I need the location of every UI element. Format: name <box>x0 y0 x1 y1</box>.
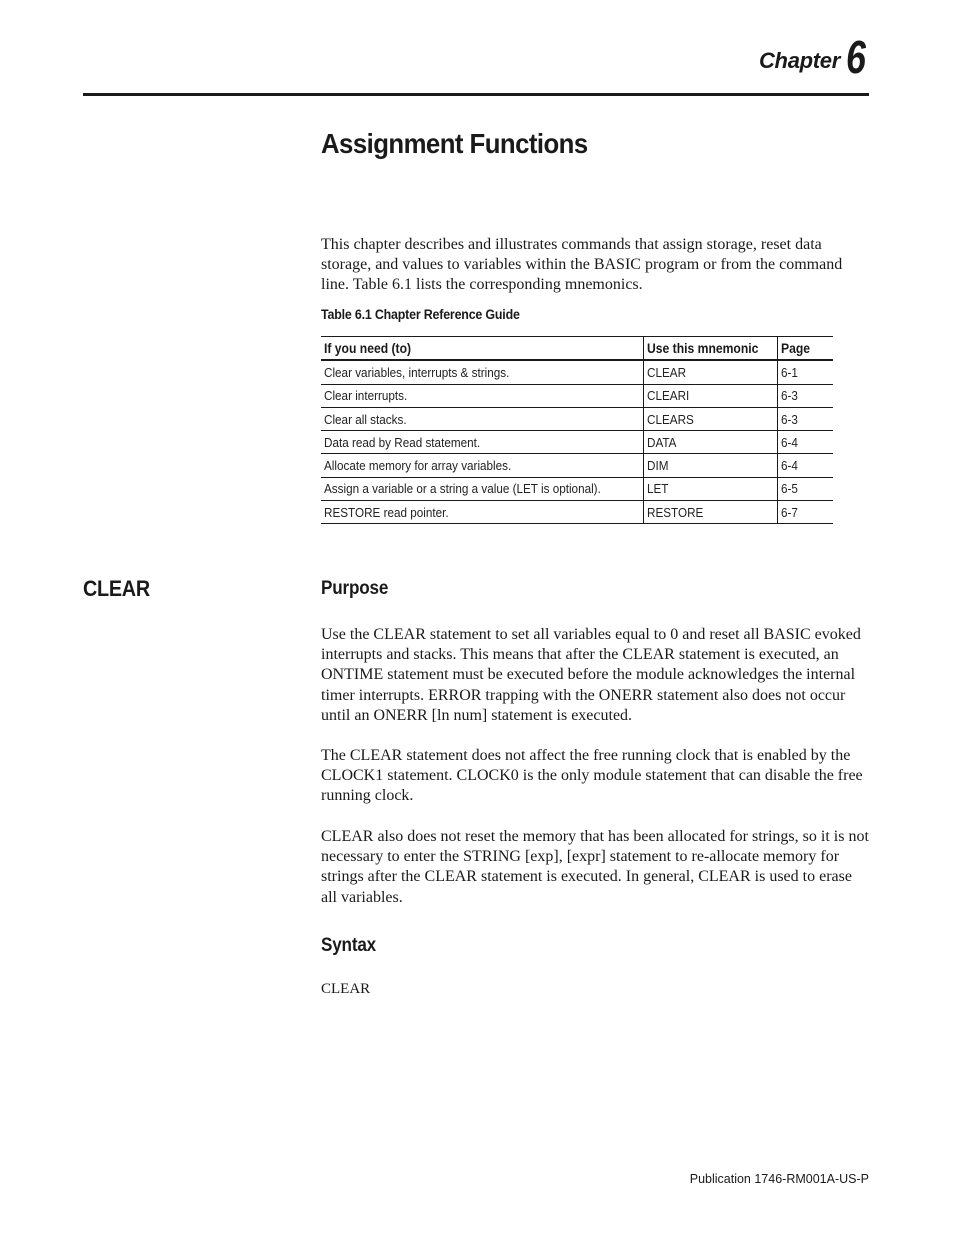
table-caption: Table 6.1 Chapter Reference Guide <box>321 307 520 322</box>
table-row <box>321 407 833 430</box>
table-row <box>321 477 833 500</box>
cell-page: 6-4 <box>778 454 833 477</box>
cell-page: 6-3 <box>778 384 833 407</box>
table-header-row <box>321 337 833 361</box>
table-row <box>321 501 833 524</box>
syntax-code: CLEAR <box>321 981 371 997</box>
purpose-paragraph-3: CLEAR also does not reset the memory that has been allocated for strings, so it is not necessary to enter the STRING [exp], [expr] statement to re-allocate memory for strings after the CLEAR statement is executed. In general, CLEAR is used to erase all variables. <box>321 828 869 906</box>
cell-mnemonic: LET <box>644 477 778 500</box>
syntax-heading: Syntax <box>321 935 376 956</box>
table-row <box>321 384 833 407</box>
cell-page: 6-7 <box>778 501 833 524</box>
chapter-label: Chapter <box>758 48 840 73</box>
chapter-number: 6 <box>846 31 866 83</box>
purpose-paragraph-1: Use the CLEAR statement to set all variables equal to 0 and reset all BASIC evoked interrupts and stacks. This means that after the CLEAR statement is executed, an ONTIME statement must be executed before the module acknowledges the internal timer interrupts. ERROR trapping with the ONERR statement also does not occur until an ONERR [ln num] statement is executed. <box>321 626 861 724</box>
intro-paragraph: This chapter describes and illustrates commands that assign storage, reset data storage, and values to variables within the BASIC program or from the command line. Table 6.1 lists the corresponding mnemonics. <box>321 236 843 294</box>
table-row <box>321 360 833 384</box>
cell-page: 6-4 <box>778 431 833 454</box>
cell-need: Clear interrupts. <box>321 384 644 407</box>
cell-mnemonic: CLEARI <box>644 384 778 407</box>
cell-need: RESTORE read pointer. <box>321 501 644 524</box>
publication-footer: Publication 1746-RM001A-US-P <box>689 1172 869 1186</box>
purpose-paragraph-2: The CLEAR statement does not affect the free running clock that is enabled by the CLOCK1 statement. CLOCK0 is the only module statement that can disable the free running clock. <box>321 747 863 805</box>
cell-page: 6-5 <box>778 477 833 500</box>
cell-need: Allocate memory for array variables. <box>321 454 644 477</box>
table-row <box>321 454 833 477</box>
cell-mnemonic: CLEARS <box>644 407 778 430</box>
cell-need: Clear all stacks. <box>321 407 644 430</box>
column-header-mnemonic: Use this mnemonic <box>644 337 778 361</box>
cell-need: Clear variables, interrupts & strings. <box>321 360 644 384</box>
cell-need: Assign a variable or a string a value (LET is optional). <box>321 477 644 500</box>
cell-need: Data read by Read statement. <box>321 431 644 454</box>
column-header-need: If you need (to) <box>321 337 644 361</box>
cell-page: 6-1 <box>778 360 833 384</box>
table-row <box>321 431 833 454</box>
page-title: Assignment Functions <box>321 128 588 159</box>
column-header-page: Page <box>778 337 833 361</box>
header-rule <box>83 93 869 96</box>
purpose-heading: Purpose <box>321 578 389 599</box>
cell-mnemonic: DIM <box>644 454 778 477</box>
cell-mnemonic: RESTORE <box>644 501 778 524</box>
cell-mnemonic: CLEAR <box>644 360 778 384</box>
reference-table <box>321 336 833 524</box>
cell-page: 6-3 <box>778 407 833 430</box>
section-title-clear: CLEAR <box>83 576 150 601</box>
cell-mnemonic: DATA <box>644 431 778 454</box>
